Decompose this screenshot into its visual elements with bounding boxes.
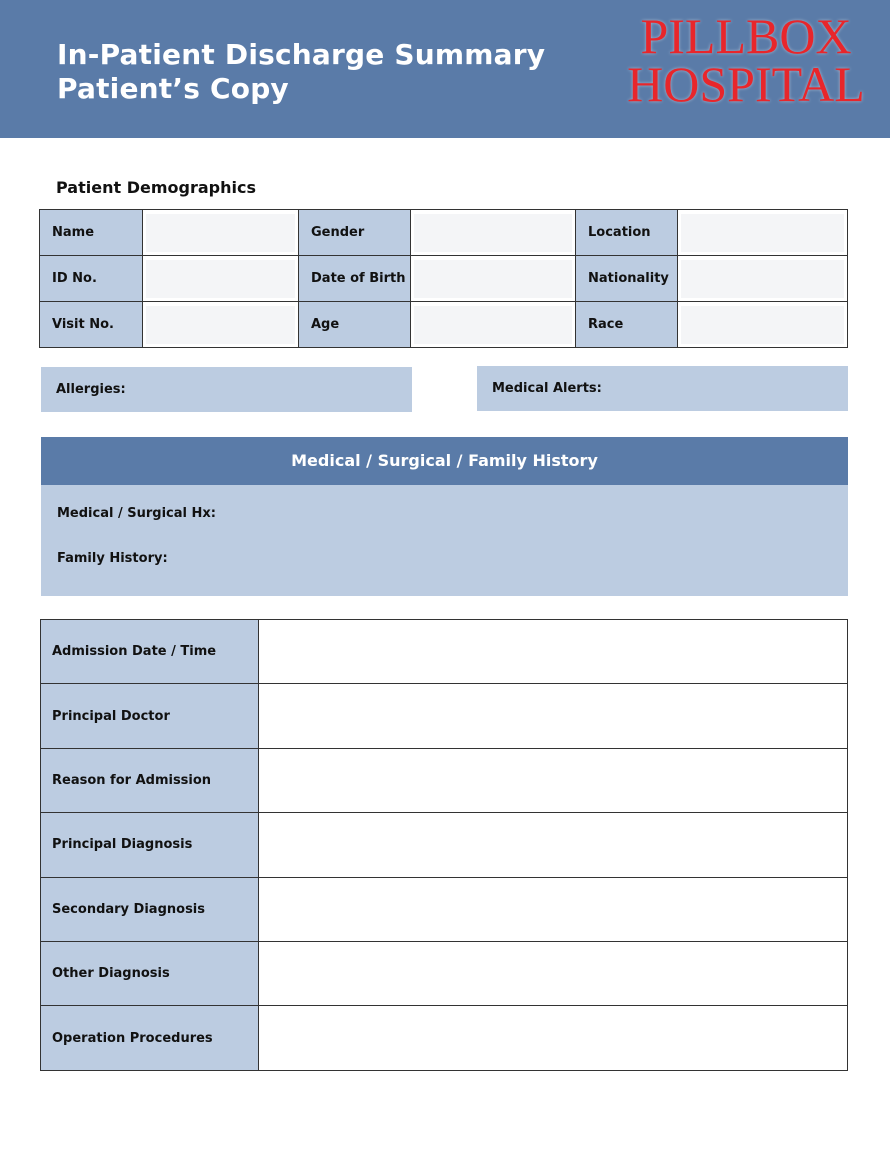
table-row	[41, 941, 848, 1005]
secondary-diagnosis-label: Secondary Diagnosis	[41, 877, 259, 941]
table-row	[41, 684, 848, 748]
medical-surgical-hx-label[interactable]: Medical / Surgical Hx:	[57, 506, 216, 521]
other-diagnosis-field[interactable]	[259, 941, 848, 1005]
logo-line-1: PILLBOX	[640, 8, 852, 64]
table-row	[41, 877, 848, 941]
hospital-logo	[606, 8, 886, 112]
age-label: Age	[299, 302, 411, 348]
title-line-2: Patient’s Copy	[57, 72, 289, 105]
history-title: Medical / Surgical / Family History	[41, 437, 848, 485]
family-history-label[interactable]: Family History:	[57, 551, 168, 566]
page-header	[0, 0, 890, 138]
nationality-field[interactable]	[678, 256, 848, 302]
table-row	[41, 813, 848, 877]
principal-diagnosis-field[interactable]	[259, 813, 848, 877]
demographics-table	[39, 209, 848, 348]
title-line-1: In-Patient Discharge Summary	[57, 38, 546, 71]
admission-date-label: Admission Date / Time	[41, 620, 259, 684]
other-diagnosis-label: Other Diagnosis	[41, 941, 259, 1005]
history-section	[41, 437, 848, 596]
id-no-field[interactable]	[143, 256, 299, 302]
age-field[interactable]	[411, 302, 576, 348]
location-label: Location	[576, 210, 678, 256]
reason-for-admission-field[interactable]	[259, 748, 848, 812]
reason-for-admission-label: Reason for Admission	[41, 748, 259, 812]
operation-procedures-field[interactable]	[259, 1006, 848, 1070]
nationality-label: Nationality	[576, 256, 678, 302]
medical-alerts-label: Medical Alerts:	[492, 381, 602, 396]
race-field[interactable]	[678, 302, 848, 348]
medical-alerts-field[interactable]	[477, 366, 848, 411]
date-of-birth-field[interactable]	[411, 256, 576, 302]
name-label: Name	[40, 210, 143, 256]
visit-no-field[interactable]	[143, 302, 299, 348]
admission-date-field[interactable]	[259, 620, 848, 684]
allergies-field[interactable]	[41, 367, 412, 412]
table-row	[40, 256, 848, 302]
table-row	[40, 210, 848, 256]
table-row	[41, 1006, 848, 1070]
visit-no-label: Visit No.	[40, 302, 143, 348]
admission-table	[40, 619, 848, 1071]
location-field[interactable]	[678, 210, 848, 256]
table-row	[41, 748, 848, 812]
date-of-birth-label: Date of Birth	[299, 256, 411, 302]
gender-field[interactable]	[411, 210, 576, 256]
gender-label: Gender	[299, 210, 411, 256]
operation-procedures-label: Operation Procedures	[41, 1006, 259, 1070]
allergies-label: Allergies:	[56, 382, 126, 397]
table-row	[41, 620, 848, 684]
table-row	[40, 302, 848, 348]
race-label: Race	[576, 302, 678, 348]
demographics-title: Patient Demographics	[56, 178, 256, 197]
name-field[interactable]	[143, 210, 299, 256]
logo-line-2: HOSPITAL	[627, 56, 865, 112]
principal-doctor-field[interactable]	[259, 684, 848, 748]
principal-diagnosis-label: Principal Diagnosis	[41, 813, 259, 877]
id-no-label: ID No.	[40, 256, 143, 302]
document-title	[57, 38, 545, 106]
principal-doctor-label: Principal Doctor	[41, 684, 259, 748]
secondary-diagnosis-field[interactable]	[259, 877, 848, 941]
